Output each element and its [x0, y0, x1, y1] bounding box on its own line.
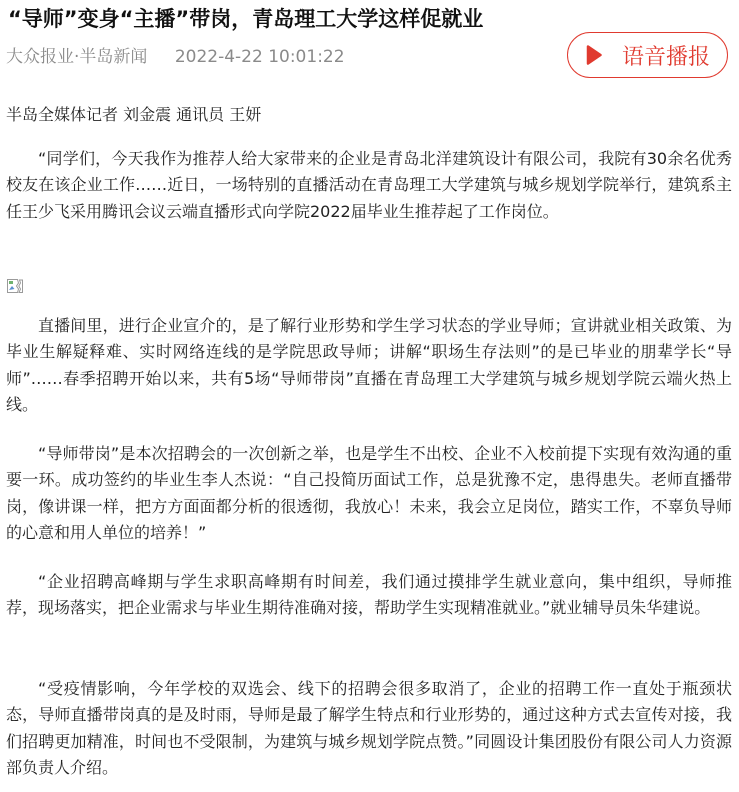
- article-source: 大众报业·半岛新闻: [6, 47, 148, 67]
- broken-image-icon: [6, 277, 24, 295]
- voice-broadcast-label: 语音播报: [622, 44, 711, 70]
- article-paragraph: “企业招聘高峰期与学生求职高峰期有时间差，我们通过摸排学生就业意向，集中组织，导师推荐，现场落实，把企业需求与毕业生期待准确对接，帮助学生实现精准就业。”就业辅导员朱华建说。: [6, 572, 732, 618]
- article-byline: 半岛全媒体记者 刘金震 通讯员 王妍: [6, 105, 262, 124]
- article-paragraph: “导师带岗”是本次招聘会的一次创新之举，也是学生不出校、企业不入校前提下实现有效沟通的重要一环。成功签约的毕业生李人杰说：“自己投简历面试工作，总是犹豫不定，患得患失。老师直播带岗，像讲课一样，把方方面面都分析的很透彻，我放心！未来，我会立足岗位，踏实工作，不辜负导师的心意和用人单位的培养！”: [6, 444, 732, 543]
- article-paragraph: 直播间里，进行企业宣介的，是了解行业形势和学生学习状态的学业导师；宣讲就业相关政策、为毕业生解疑释难、实时网络连线的是学院思政导师；讲解“职场生存法则”的是已毕业的朋辈学长“导师”……春季招聘开始以来，共有5场“导师带岗”直播在青岛理工大学建筑与城乡规划学院云端火热上线。: [6, 316, 732, 415]
- article-datetime: 2022-4-22 10:01:22: [174, 47, 345, 67]
- voice-broadcast-button[interactable]: [567, 32, 728, 78]
- article-paragraph: “受疫情影响，今年学校的双选会、线下的招聘会很多取消了，企业的招聘工作一直处于瓶颈状态，导师直播带岗真的是及时雨，导师是最了解学生特点和行业形势的，通过这种方式去宣传对接，我们招聘更加精准，时间也不受限制，为建筑与城乡规划学院点赞。”同圆设计集团股份有限公司人力资源部负责人介绍。: [6, 679, 732, 778]
- play-icon: [586, 44, 604, 66]
- article-meta: [6, 44, 345, 70]
- article-paragraph: “同学们，今天我作为推荐人给大家带来的企业是青岛北洋建筑设计有限公司，我院有30余名优秀校友在该企业工作……近日，一场特别的直播活动在青岛理工大学建筑与城乡规划学院举行，建筑系主任王少飞采用腾讯会议云端直播形式向学院2022届毕业生推荐起了工作岗位。: [6, 149, 732, 221]
- article-title: “导师”变身“主播”带岗，青岛理工大学这样促就业: [8, 7, 484, 31]
